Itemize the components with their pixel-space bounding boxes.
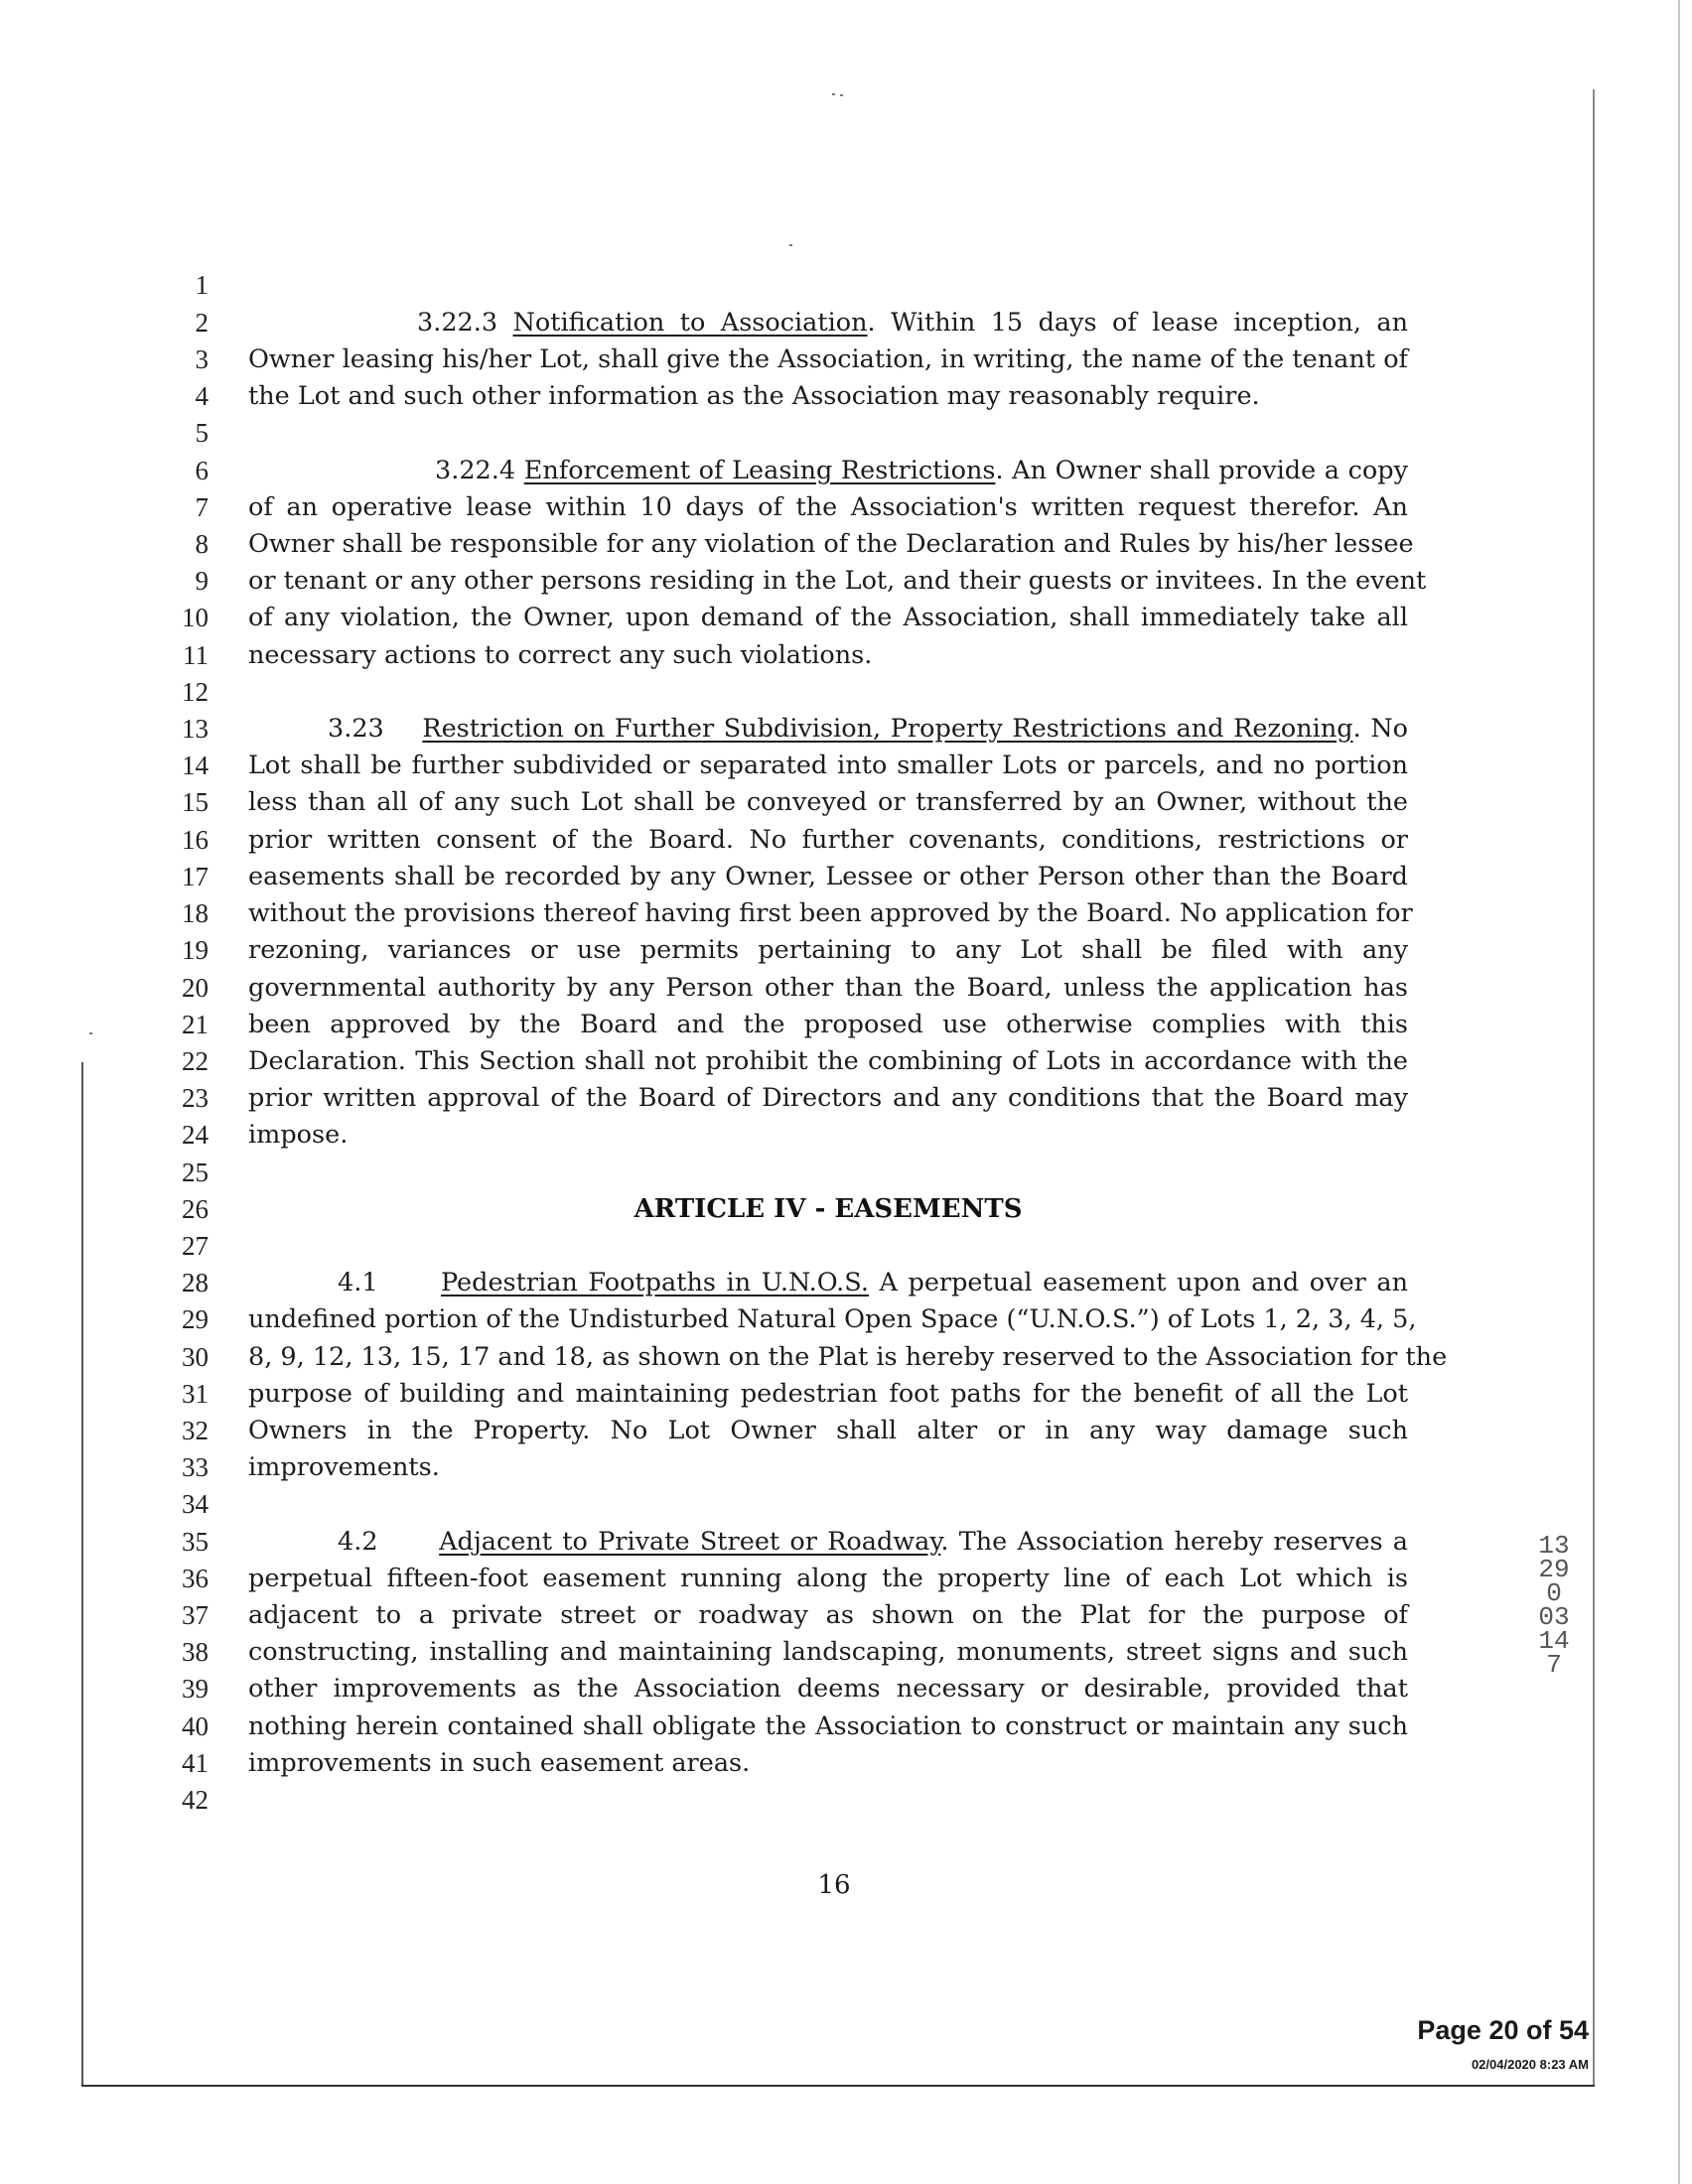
text-line: nothing herein contained shall obligate the Association to construct or maintain any such xyxy=(248,1711,1408,1741)
line-number: 37 xyxy=(182,1600,209,1630)
recording-number: 13290 03147 xyxy=(1538,1531,1578,1680)
text-line: Owners in the Property. No Lot Owner shall alter or in any way damage such xyxy=(248,1416,1408,1445)
text-line: . No xyxy=(1352,714,1408,744)
line-number: 29 xyxy=(182,1304,209,1334)
section-number: 3.22.3 xyxy=(417,308,498,338)
page-border-bottom xyxy=(81,2085,1595,2087)
text-line: rezoning, variances or use permits pertaining to any Lot shall be filed with any xyxy=(248,935,1408,965)
line-number: 15 xyxy=(182,787,209,817)
text-line: prior written approval of the Board of Directors and any conditions that the Board may xyxy=(248,1083,1408,1113)
text-line: other improvements as the Association deems necessary or desirable, provided that xyxy=(248,1674,1408,1704)
paragraph-first-line xyxy=(338,1266,1408,1299)
text-line: 8, 9, 12, 13, 15, 17 and 18, as shown on the Plat is hereby reserved to the Association for the xyxy=(248,1342,1448,1372)
section-title: Restriction on Further Subdivision, Property Restrictions and Rezoning xyxy=(422,714,1353,744)
line-number: 41 xyxy=(182,1748,209,1778)
line-number: 26 xyxy=(182,1194,209,1224)
text-line: improvements. xyxy=(248,1452,440,1482)
text-line: governmental authority by any Person other than the Board, unless the application has xyxy=(248,973,1408,1003)
line-number: 7 xyxy=(195,492,209,522)
text-line: prior written consent of the Board. No further covenants, conditions, restrictions or xyxy=(248,825,1408,855)
page-number: 16 xyxy=(817,1870,851,1900)
text-line: Declaration. This Section shall not prohibit the combining of Lots in accordance with the xyxy=(248,1046,1408,1076)
line-number: 35 xyxy=(182,1527,209,1557)
text-line: without the provisions thereof having first been approved by the Board. No application for xyxy=(248,898,1413,928)
line-number: 39 xyxy=(182,1674,209,1704)
line-number: 22 xyxy=(182,1046,209,1076)
text-line: perpetual fifteen-foot easement running along the property line of each Lot which is xyxy=(248,1564,1408,1593)
line-number: 3 xyxy=(195,344,209,374)
line-number: 12 xyxy=(182,677,209,707)
line-number: 25 xyxy=(182,1158,209,1187)
text-line: constructing, installing and maintaining landscaping, monuments, street signs and such xyxy=(248,1637,1408,1667)
text-line: easements shall be recorded by any Owner, Lessee or other Person other than the Board xyxy=(248,862,1408,891)
text-line: less than all of any such Lot shall be conveyed or transferred by an Owner, without the xyxy=(248,787,1408,817)
line-number: 19 xyxy=(182,935,209,965)
line-number: 42 xyxy=(182,1785,209,1815)
text-line: been approved by the Board and the proposed use otherwise complies with this xyxy=(248,1010,1408,1039)
line-number: 17 xyxy=(182,862,209,891)
line-number: 14 xyxy=(182,751,209,780)
line-number: 18 xyxy=(182,898,209,928)
text-line: necessary actions to correct any such violations. xyxy=(248,640,873,670)
line-number: 2 xyxy=(195,308,209,338)
line-number: 5 xyxy=(195,418,209,448)
section-number: 3.23 xyxy=(328,714,384,744)
line-number: 40 xyxy=(182,1711,209,1741)
text-line: Owner leasing his/her Lot, shall give the Association, in writing, the name of the tenant of xyxy=(248,344,1408,374)
line-number: 27 xyxy=(182,1231,209,1261)
text-line: . An Owner shall provide a copy xyxy=(995,456,1408,485)
paragraph-first-line xyxy=(328,712,1408,746)
scan-speck xyxy=(789,244,792,246)
line-number: 8 xyxy=(195,529,209,559)
text-line: improvements in such easement areas. xyxy=(248,1748,751,1778)
line-number: 38 xyxy=(182,1637,209,1667)
line-number: 6 xyxy=(195,456,209,485)
line-number: 13 xyxy=(182,714,209,744)
line-number: 10 xyxy=(182,603,209,632)
page-border-left xyxy=(81,1062,83,2087)
text-line: of any violation, the Owner, upon demand of the Association, shall immediately take all xyxy=(248,603,1408,632)
text-line: the Lot and such other information as the Association may reasonably require. xyxy=(248,381,1260,411)
text-line: adjacent to a private street or roadway as shown on the Plat for the purpose of xyxy=(248,1600,1408,1630)
line-number: 4 xyxy=(195,381,209,411)
line-number: 32 xyxy=(182,1416,209,1445)
text-line: . The Association hereby reserves a xyxy=(940,1527,1409,1557)
paragraph-first-line xyxy=(338,1525,1408,1559)
text-line: undefined portion of the Undisturbed Natural Open Space (“U.N.O.S.”) of Lots 1, 2, 3, 4, 5, xyxy=(248,1304,1417,1334)
section-title: Notification to Association xyxy=(512,308,868,338)
text-line: impose. xyxy=(248,1120,349,1150)
page-stamp: Page 20 of 54 xyxy=(1417,2015,1589,2045)
text-line: Owner shall be responsible for any violation of the Declaration and Rules by his/her lessee xyxy=(248,529,1414,559)
page-border-right xyxy=(1593,89,1595,2087)
text-line: of an operative lease within 10 days of the Association's written request therefor. An xyxy=(248,492,1408,522)
scan-speck xyxy=(832,93,835,95)
line-number: 28 xyxy=(182,1268,209,1297)
line-number: 11 xyxy=(183,640,209,670)
text-line: A perpetual easement upon and over an xyxy=(868,1268,1408,1297)
section-title: Pedestrian Footpaths in U.N.O.S. xyxy=(441,1268,869,1297)
scan-speck xyxy=(89,1032,92,1034)
section-title: Adjacent to Private Street or Roadway xyxy=(439,1527,941,1557)
scan-speck xyxy=(840,94,843,96)
article-heading: ARTICLE IV - EASEMENTS xyxy=(634,1194,1023,1224)
line-number: 9 xyxy=(195,566,209,596)
paragraph-first-line xyxy=(417,306,1408,340)
line-number: 34 xyxy=(182,1489,209,1519)
text-line: purpose of building and maintaining pedestrian foot paths for the benefit of all the Lot xyxy=(248,1379,1408,1409)
line-number: 16 xyxy=(182,825,209,855)
section-number: 3.22.4 xyxy=(435,456,516,485)
text-line: . Within 15 days of lease inception, an xyxy=(867,308,1408,338)
line-number: 1 xyxy=(195,270,209,300)
scan-edge xyxy=(1678,0,1680,2184)
line-number: 30 xyxy=(182,1342,209,1372)
text-line: or tenant or any other persons residing in the Lot, and their guests or invitees. In the event xyxy=(248,566,1427,596)
line-number: 21 xyxy=(182,1010,209,1039)
section-number: 4.1 xyxy=(338,1268,378,1297)
line-number: 24 xyxy=(182,1120,209,1150)
line-number: 33 xyxy=(182,1452,209,1482)
text-line: Lot shall be further subdivided or separated into smaller Lots or parcels, and no portion xyxy=(248,751,1408,780)
line-number: 23 xyxy=(182,1083,209,1113)
line-number: 31 xyxy=(182,1379,209,1409)
section-number: 4.2 xyxy=(338,1527,378,1557)
date-stamp: 02/04/2020 8:23 AM xyxy=(1471,2057,1589,2072)
line-number: 20 xyxy=(182,973,209,1003)
paragraph-first-line xyxy=(435,454,1408,487)
section-title: Enforcement of Leasing Restrictions xyxy=(523,456,996,485)
line-number: 36 xyxy=(182,1564,209,1593)
